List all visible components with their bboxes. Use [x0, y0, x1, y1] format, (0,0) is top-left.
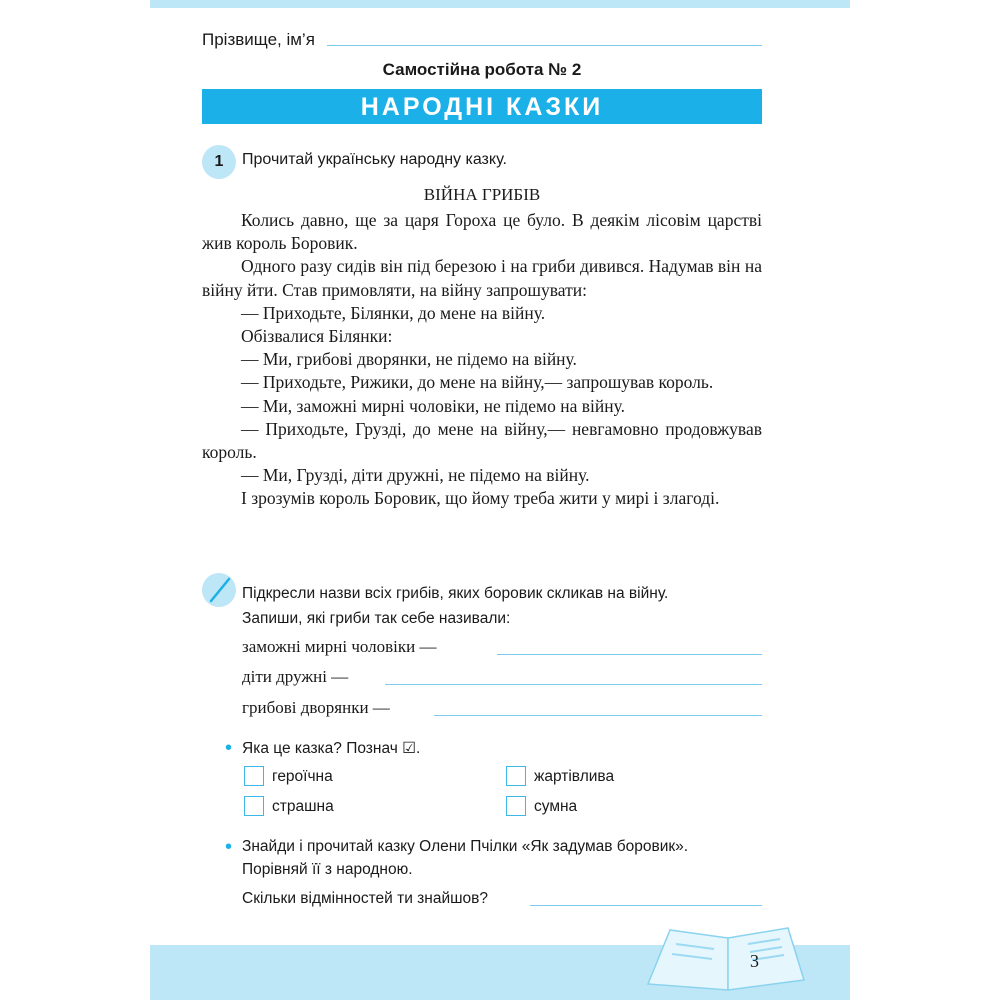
- story-paragraph: — Ми, Груздi, діти дружні, не підемо на війну.: [241, 465, 590, 486]
- option-label: героїчна: [272, 768, 333, 785]
- fill-label: заможні мирні чоловіки —: [242, 637, 437, 656]
- bullet-icon: •: [225, 836, 233, 858]
- question-text: Яка це казка? Познач ☑.: [242, 740, 421, 757]
- story-text: [202, 209, 762, 511]
- bullet-icon: •: [225, 737, 233, 759]
- checkbox[interactable]: [244, 766, 264, 786]
- story-paragraph: — Приходьте, Білянки, до мене на війну.: [241, 302, 546, 323]
- work-title: Самостійна робота № 2: [382, 60, 582, 79]
- option-label: сумна: [534, 798, 578, 815]
- top-band: [150, 0, 850, 8]
- checkbox[interactable]: [244, 796, 264, 816]
- answer-line[interactable]: [497, 654, 762, 655]
- fill-label: грибові дворянки —: [242, 698, 390, 717]
- option-label: жартівлива: [534, 768, 615, 785]
- story-paragraph: Обізвалися Білянки:: [241, 326, 393, 347]
- answer-line[interactable]: [385, 684, 762, 685]
- question-text: Порівняй її з народною.: [242, 861, 413, 878]
- story-paragraph: — Ми, заможні мирні чоловіки, не підемо на війну.: [241, 395, 625, 416]
- fill-label: діти дружні —: [242, 667, 349, 686]
- name-input-line[interactable]: [327, 45, 762, 46]
- task2-subinstruction: Запиши, які гриби так себе називали:: [242, 610, 511, 627]
- task-number-badge: 1: [202, 145, 236, 179]
- checkbox[interactable]: [506, 766, 526, 786]
- pencil-icon: [202, 573, 236, 607]
- story-title: ВІЙНА ГРИБІВ: [423, 185, 541, 204]
- story-paragraph: Колись давно, ще за царя Гороха це було. В деякім лісовім царстві жив король Боровик.: [202, 210, 762, 254]
- task-instruction: Прочитай українську народну казку.: [242, 151, 507, 168]
- answer-line[interactable]: [434, 715, 762, 716]
- page-number: 3: [750, 951, 759, 971]
- task2-instruction: Підкресли назви всіх грибів, яких боровик скликав на війну.: [242, 585, 669, 602]
- story-paragraph: — Приходьте, Рижики, до мене на війну,— запрошував король.: [241, 372, 714, 393]
- question-text: Знайди і прочитай казку Олени Пчілки «Як задумав боровик».: [242, 838, 689, 855]
- question-text: Скільки відмінностей ти знайшов?: [242, 890, 489, 907]
- workbook-page: [150, 0, 850, 1000]
- story-paragraph: — Приходьте, Груздi, до мене на війну,— невгамовно продовжував король.: [202, 418, 762, 463]
- book-icon: [640, 922, 810, 992]
- story-paragraph: Одного разу сидів він під березою і на гриби дивився. Надумав він на війну йти. Став примовляти, на війну запрошувати:: [202, 256, 762, 300]
- story-paragraph: І зрозумів король Боровик, що йому треба жити у мирі і злагоді.: [241, 488, 720, 509]
- checkbox[interactable]: [506, 796, 526, 816]
- section-banner: НАРОДНІ КАЗКИ: [202, 89, 762, 124]
- story-paragraph: — Ми, грибові дворянки, не підемо на війну.: [241, 349, 577, 370]
- name-label: Прізвище, ім’я: [202, 30, 315, 49]
- option-label: страшна: [272, 798, 334, 815]
- answer-line[interactable]: [530, 905, 762, 906]
